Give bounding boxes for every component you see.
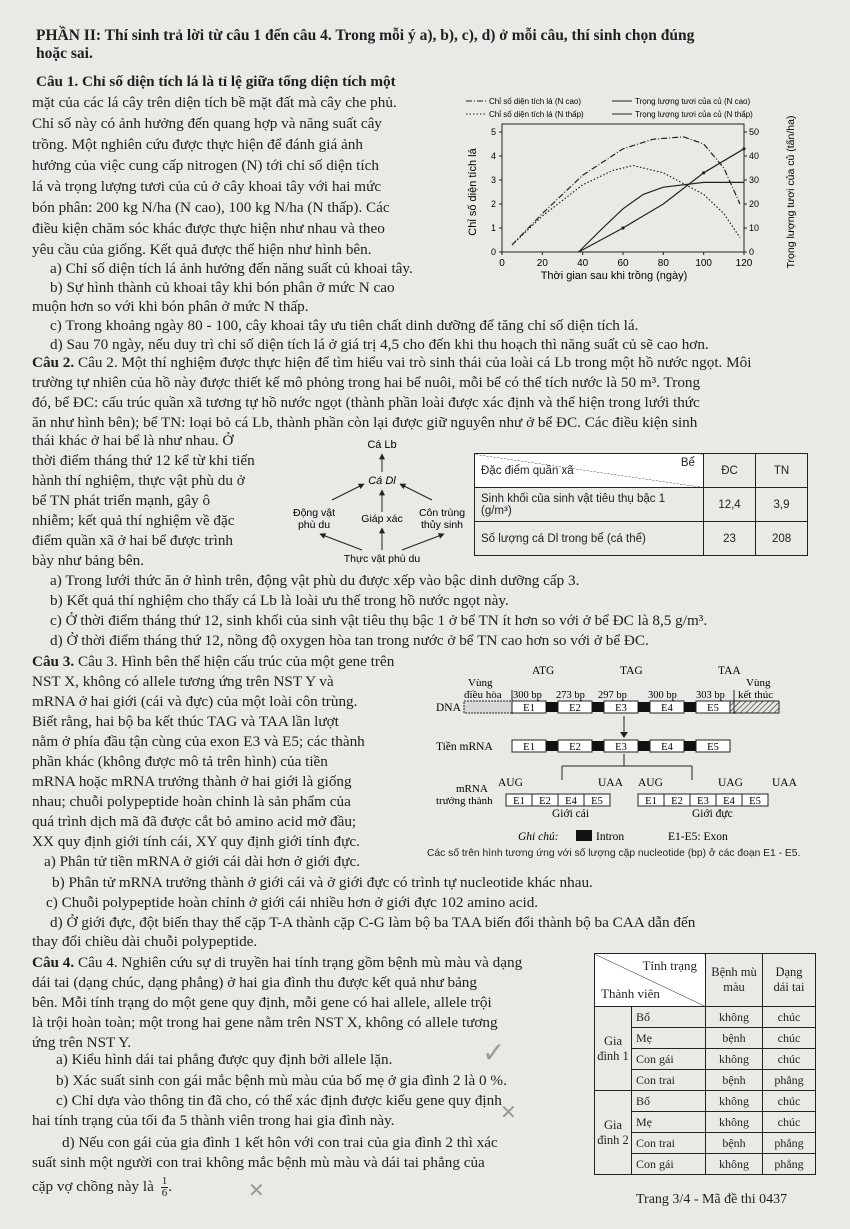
exon-label: E4 <box>565 796 577 807</box>
taa-label: TAA <box>718 665 741 677</box>
q2-line: Câu 2. Câu 2. Một thí nghiệm được thực hiện để tìm hiểu vai trò sinh thái của loài cá Lb trong một hồ nước ngọt. Môi <box>32 354 752 371</box>
bp-label: 297 bp <box>598 690 627 701</box>
q1-option-c: c) Trong khoảng ngày 80 - 100, cây khoai tây ưu tiên chất dinh dưỡng để tăng chỉ số diện tích lá. <box>50 317 639 334</box>
color-cell: không <box>706 1091 763 1112</box>
color-cell: không <box>706 1112 763 1133</box>
pre-mrna-label: Tiền mRNA <box>436 741 493 753</box>
q3-option-b: b) Phân tử mRNA trưởng thành ở giới cái và ở giới đực có trình tự nucleotide khác nhau. <box>52 874 593 891</box>
col-tn: TN <box>756 454 808 488</box>
family-label: Gia đình 2 <box>595 1091 632 1175</box>
ear-cell: chúc <box>763 1028 816 1049</box>
color-cell: bệnh <box>706 1028 763 1049</box>
bp-label: 300 bp <box>513 690 542 701</box>
q3-line: quá trình dịch mã đã được cắt bỏ amino acid mở đầu; <box>32 813 357 830</box>
color-cell: không <box>706 1007 763 1028</box>
color-cell: không <box>706 1154 763 1175</box>
exon-label: E3 <box>697 796 709 807</box>
q1-line: điều kiện chăm sóc khác được thực hiện như nhau và theo <box>32 220 385 237</box>
node-ca-lb: Cá Lb <box>367 439 397 451</box>
y2-tick-label: 0 <box>749 247 755 257</box>
y-tick-label: 5 <box>490 127 496 137</box>
q1-line: bón phân: 200 kg N/ha (N cao), 100 kg N/ha (N thấp). Các <box>32 199 390 216</box>
member-cell: Con gái <box>632 1154 706 1175</box>
y2-tick-label: 50 <box>749 127 760 137</box>
y2-tick-label: 10 <box>749 223 760 233</box>
page-footer: Trang 3/4 - Mã đề thi 0437 <box>636 1192 788 1207</box>
tag-label: TAG <box>620 665 643 677</box>
y-tick-label: 0 <box>490 247 496 257</box>
node-ca-dl: Cá Dl <box>368 475 396 487</box>
exon-label: E4 <box>661 703 673 714</box>
uaa-female: UAA <box>598 777 623 789</box>
y2-tick-label: 20 <box>749 199 760 209</box>
legend-label: Chỉ số diện tích lá (N thấp) <box>489 110 584 119</box>
q3-line: NST X, không có allele tương ứng trên NST Y và <box>32 673 334 690</box>
x-tick-label: 80 <box>657 258 669 269</box>
dna-label: DNA <box>436 702 461 714</box>
x-tick-label: 40 <box>577 258 589 269</box>
ear-cell: phẳng <box>763 1070 816 1091</box>
q4-option-c-cont: hai tính trạng của tối đa 5 thành viên trong hai gia đình này. <box>32 1112 395 1129</box>
member-cell: Con trai <box>632 1070 706 1091</box>
x-tick-label: 20 <box>536 258 548 269</box>
q2-line: trường tự nhiên của hồ này được thiết kế mô phỏng trong hai bể nuôi, mỗi bể có thể tích nước là 50 m³. Trong <box>32 374 701 391</box>
leaf-area-chart <box>462 94 812 299</box>
q4-line: là trội hoàn toàn; một trong hai gene nằm trên NST X, không có allele tương <box>32 1014 498 1031</box>
table-header-left: Đặc điểm quần xã <box>481 464 574 477</box>
gene-structure-diagram <box>434 662 820 862</box>
q1-option-a: a) Chỉ số diện tích lá ảnh hưởng đến năng suất củ khoai tây. <box>50 260 413 277</box>
q4-option-d: d) Nếu con gái của gia đình 1 kết hôn với con trai của gia đình 2 thì xác <box>62 1134 498 1151</box>
x-tick-label: 60 <box>617 258 629 269</box>
q3-line: nhau; chuỗi polypeptide hoàn chỉnh là sản phẩm của <box>32 793 351 810</box>
exon-label: E5 <box>749 796 761 807</box>
check-mark: ✓ <box>482 1037 506 1068</box>
table-header-be: Bể <box>680 457 695 469</box>
q3-line: XX quy định giới tính cái, XY quy định giới tính đực. <box>32 833 360 850</box>
note-label: Ghi chú: <box>518 831 559 843</box>
exon-label: E1 <box>513 796 525 807</box>
table-corner: Tính trạng Thành viên <box>595 954 706 1007</box>
chart-axes <box>467 116 797 282</box>
q2-side-line: điểm quần xã ở hai bể được trình <box>32 532 234 549</box>
exon-label: E5 <box>707 703 719 714</box>
q1-line: mặt của các lá cây trên diện tích bề mặt đất mà cây che phủ. <box>32 94 397 111</box>
q1-line: hưởng của việc cung cấp nitrogen (N) tới chỉ số diện tích <box>32 157 379 174</box>
table-row: Số lượng cá Dl trong bể (cá thể) 23 208 <box>475 522 808 556</box>
section-header-cont: hoặc sai. <box>36 45 93 62</box>
intron-box <box>638 702 650 712</box>
exon-label: E3 <box>615 703 627 714</box>
q4-line: bên. Mỗi tính trạng do một gene quy định, mỗi gene có hai allele, allele trội <box>32 994 492 1011</box>
plot-frame <box>502 124 744 252</box>
q3-option-d: d) Ở giới đực, đột biến thay thế cặp T-A thành cặp C-G làm bộ ba TAA biến đổi thành bộ ba CAA dẫn đến <box>50 914 696 931</box>
x-tick-label: 100 <box>695 258 713 269</box>
q4-line: dái tai (dạng chúc, dạng phẳng) ở hai gia đình thu được kết quả như bảng <box>32 974 477 991</box>
exon-label: E2 <box>671 796 683 807</box>
legend-label: Chỉ số diện tích lá (N cao) <box>489 97 582 106</box>
q3-line: Câu 3. Câu 3. Hình bên thể hiện cấu trúc của một gene trên <box>32 653 395 670</box>
intron-box <box>684 702 696 712</box>
series-marker <box>742 147 745 150</box>
node-giap-xac: Giáp xác <box>361 513 403 525</box>
q2-option-c: c) Ở thời điểm tháng thứ 12, sinh khối của sinh vật tiêu thụ bậc 1 ở bể TN ít hơn so với ở bể ĐC là 8,5 g/m³. <box>50 612 708 629</box>
exon-label: E2 <box>539 796 551 807</box>
series-line <box>512 137 740 245</box>
q1-line: Câu 1. Chỉ số diện tích lá là tỉ lệ giữa tổng diện tích một <box>36 73 396 90</box>
family-1-rows <box>595 1007 816 1091</box>
y2-axis-label: Trọng lượng tươi của củ (tấn/ha) <box>785 115 797 269</box>
chart-series <box>512 137 746 252</box>
q1-line: Chỉ số này có ảnh hưởng đến quang hợp và năng suất cây <box>32 115 382 132</box>
male-mrna-exons <box>638 794 768 807</box>
y-tick-label: 2 <box>490 199 496 209</box>
q3-line: Biết rằng, hai bộ ba kết thúc TAG và TAA lần lượt <box>32 713 339 730</box>
uaa-male: UAA <box>772 777 797 789</box>
intron-box <box>638 741 650 751</box>
ear-cell: phẳng <box>763 1154 816 1175</box>
ear-cell: chúc <box>763 1049 816 1070</box>
exon-label: E5 <box>707 742 719 753</box>
intron-legend-box <box>576 830 592 841</box>
q1-line: lá và trọng lượng tươi của củ ở cây khoai tây với hai mức <box>32 178 382 195</box>
series-marker <box>702 171 705 174</box>
x-axis-label: Thời gian sau khi trồng (ngày) <box>540 270 688 282</box>
q3-line: mRNA ở hai giới (cái và đực) của một loài côn trùng. <box>32 693 358 710</box>
q2-option-d: d) Ở thời điểm tháng thứ 12, nồng độ oxygen hòa tan trong nước ở bể TN cao hơn so với ở bể ĐC. <box>50 632 649 649</box>
aug-male: AUG <box>638 777 663 789</box>
female-mrna-exons <box>506 794 610 807</box>
exon-label: E3 <box>615 742 627 753</box>
x-tick-label: 120 <box>735 258 753 269</box>
community-table <box>474 453 808 556</box>
cross-mark: ✕ <box>248 1180 265 1202</box>
exon-label: E4 <box>661 742 673 753</box>
exon-label: E2 <box>569 703 581 714</box>
family-2-rows <box>595 1091 816 1175</box>
q1-option-b: b) Sự hình thành củ khoai tây khi bón phân ở mức N cao <box>50 279 395 296</box>
female-label: Giới cái <box>552 808 590 820</box>
x-tick-label: 0 <box>499 258 505 269</box>
q3-line: mRNA hoặc mRNA trưởng thành ở hai giới là giống <box>32 773 352 790</box>
series-line <box>579 149 744 252</box>
intron-legend-label: Intron <box>596 831 625 843</box>
color-cell: bệnh <box>706 1133 763 1154</box>
node-con-trung: Côn trùng thủy sinh <box>418 507 466 531</box>
q4-option-a: a) Kiểu hình dái tai phẳng được quy định bởi allele lặn. <box>56 1051 393 1068</box>
series-marker <box>621 226 624 229</box>
node-thuc-vat: Thực vật phù du <box>343 553 421 565</box>
y-tick-label: 4 <box>490 151 496 161</box>
q2-option-b: b) Kết quả thí nghiệm cho thấy cá Lb là loài ưu thế trong hồ nước ngọt này. <box>50 592 509 609</box>
q3-line: phần khác (không được mô tả trên hình) của tiền <box>32 753 328 770</box>
q2-side-line: hành thí nghiệm, thực vật phù du ở <box>32 472 245 489</box>
exon-label: E1 <box>523 703 535 714</box>
uag-male: UAG <box>718 777 743 789</box>
section-header: PHẦN II: Thí sinh trả lời từ câu 1 đến câu 4. Trong mỗi ý a), b), c), d) ở mỗi câu, thí sinh chọn đúng <box>36 27 695 44</box>
intron-box <box>546 702 558 712</box>
q4-line: ứng trên NST Y. <box>32 1034 132 1051</box>
y-tick-label: 1 <box>490 223 496 233</box>
exon-label: E1 <box>523 742 535 753</box>
y-tick-label: 3 <box>490 175 496 185</box>
node-dong-vat: Động vật phù du <box>292 507 336 531</box>
cross-mark: ✕ <box>500 1102 517 1124</box>
member-cell: Mẹ <box>632 1028 706 1049</box>
member-cell: Bố <box>632 1007 706 1028</box>
bp-label: 303 bp <box>696 690 725 701</box>
legend-label: Trọng lượng tươi của củ (N thấp) <box>635 110 753 119</box>
exon-legend-label: E1-E5: Exon <box>668 831 728 843</box>
member-cell: Con gái <box>632 1049 706 1070</box>
member-cell: Bố <box>632 1091 706 1112</box>
table-row <box>595 1007 816 1028</box>
q3-option-d-cont: thay đổi chiều dài chuỗi polypeptide. <box>32 933 258 950</box>
exon-label: E4 <box>723 796 735 807</box>
q2-line: đó, bể ĐC: cấu trúc quần xã tương tự hồ nước ngọt (thành phần loài được xác định và thể hiện trong lưới thức <box>32 394 700 411</box>
pre-mrna-exons <box>512 740 730 753</box>
q2-side-line: nhiễm; kết quả thí nghiệm về đặc <box>32 512 235 529</box>
intron-box <box>592 702 604 712</box>
col-dc: ĐC <box>703 454 755 488</box>
q3-option-a: a) Phân tử tiền mRNA ở giới cái dài hơn ở giới đực. <box>44 853 361 870</box>
bp-label: 273 bp <box>556 690 585 701</box>
family-label: Gia đình 1 <box>595 1007 632 1091</box>
q4-option-b: b) Xác suất sinh con gái mắc bệnh mù màu của bố mẹ ở gia đình 2 là 0 %. <box>56 1072 507 1089</box>
member-cell: Con trai <box>632 1133 706 1154</box>
termination-region-label: Vùng kết thúc <box>738 677 774 701</box>
q2-line: ăn như hình bên); bể TN: loại bỏ cá Lb, thành phần còn lại được giữ nguyên như ở bể ĐC. Các điều kiện sinh <box>32 414 698 431</box>
chart-legend <box>466 97 753 119</box>
color-cell: bệnh <box>706 1070 763 1091</box>
q1-option-d: d) Sau 70 ngày, nếu duy trì chỉ số diện tích lá ở giá trị 4,5 cho đến khi thu hoạch thì năng suất củ sẽ cao hơn. <box>50 336 709 353</box>
regulatory-region-label: Vùng điều hòa <box>464 677 502 701</box>
q1-option-b-cont: muộn hơn so với khi bón phân ở mức N thấp. <box>32 298 309 315</box>
intron-box <box>592 741 604 751</box>
series-line <box>579 182 744 252</box>
q1-line: yêu cầu của giống. Kết quả được thể hiện như hình bên. <box>32 241 372 258</box>
y2-tick-label: 30 <box>749 175 760 185</box>
q4-option-c: c) Chỉ dựa vào thông tin đã cho, có thể xác định được kiểu gene quy định <box>56 1092 502 1109</box>
male-label: Giới đực <box>692 808 733 820</box>
q2-side-line: bày như bảng bên. <box>32 552 144 569</box>
ear-cell: phẳng <box>763 1133 816 1154</box>
header-color-blindness: Bệnh mù màu <box>706 954 763 1007</box>
y-axis-label: Chỉ số diện tích lá <box>467 148 479 236</box>
intron-box <box>684 741 696 751</box>
q2-side-line: bể TN phát triển mạnh, gây ô <box>32 492 211 509</box>
q1-line: trồng. Một nghiên cứu được thực hiện để đánh giá ảnh <box>32 136 363 153</box>
mature-mrna-label: mRNA trưởng thành <box>436 783 493 807</box>
table-row: Sinh khối của sinh vật tiêu thụ bậc 1 (g/m³) 12,4 3,9 <box>475 488 808 522</box>
intron-box <box>546 741 558 751</box>
table-header-cell <box>475 454 704 488</box>
q4-option-d-cont: cặp vợ chồng này là $\frac{1}{6}$ . <box>32 1175 172 1199</box>
color-cell: không <box>706 1049 763 1070</box>
fraction: $\frac{1}{6}$ <box>161 1175 168 1199</box>
gene-caption: Các số trên hình tương ứng với số lượng cặp nucleotide (bp) ở các đoạn E1 - E5. <box>427 848 801 859</box>
y2-tick-label: 40 <box>749 151 760 161</box>
bp-label: 300 bp <box>648 690 677 701</box>
exon-label: E1 <box>645 796 657 807</box>
ear-cell: chúc <box>763 1112 816 1133</box>
aug-female: AUG <box>498 777 523 789</box>
header-ear-type: Dạng dái tai <box>763 954 816 1007</box>
member-cell: Mẹ <box>632 1112 706 1133</box>
q3-option-c: c) Chuỗi polypeptide hoàn chỉnh ở giới cái nhiều hơn ở giới đực 102 amino acid. <box>46 894 539 911</box>
ear-cell: chúc <box>763 1091 816 1112</box>
table-row <box>595 1091 816 1112</box>
q3-line: nằm ở phía đầu tận cùng của exon E3 và E5; các thành <box>32 733 365 750</box>
family-table <box>594 953 816 1175</box>
food-web-diagram <box>292 436 472 566</box>
legend-label: Trọng lượng tươi của củ (N cao) <box>635 97 751 106</box>
q4-option-d-cont: suất sinh một người con trai không mắc bệnh mù màu và dái tai phẳng của <box>32 1154 485 1171</box>
exon-label: E5 <box>591 796 603 807</box>
q2-side-line: thời điểm tháng thứ 12 kể từ khi tiến <box>32 452 255 469</box>
atg-label: ATG <box>532 665 555 677</box>
ear-cell: chúc <box>763 1007 816 1028</box>
exon-label: E2 <box>569 742 581 753</box>
series-line <box>512 166 740 245</box>
q4-line: Câu 4. Câu 4. Nghiên cứu sự di truyền hai tính trạng gồm bệnh mù màu và dạng <box>32 954 523 971</box>
dna-exons <box>512 701 730 714</box>
q2-side-line: thái khác ở hai bể là như nhau. Ở <box>32 432 234 449</box>
q2-option-a: a) Trong lưới thức ăn ở hình trên, động vật phù du được xếp vào bậc dinh dưỡng cấp 3. <box>50 572 580 589</box>
